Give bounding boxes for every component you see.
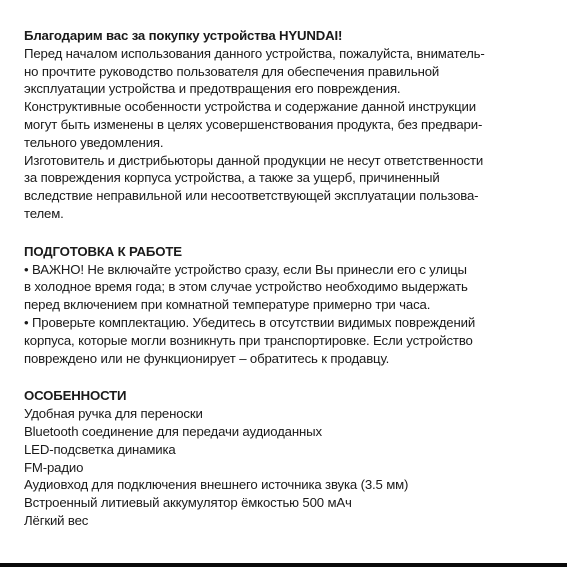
feature-item: FM-радио [24,459,84,475]
preparation-line: корпуса, которые могли возникнуть при транспортировке. Если устройство [24,332,473,348]
intro-line: Конструктивные особенности устройства и содержание данной инструкции [24,99,476,115]
feature-item: Встроенный литиевый аккумулятор ёмкостью 500 мАч [24,495,352,511]
intro-line: за повреждения корпуса устройства, а также за ущерб, причиненный [24,170,440,186]
feature-item: Удобная ручка для переноски [24,406,203,422]
preparation-line: в холодное время года; в этом случае устройство необходимо выдержать [24,279,468,295]
intro-line: тельного уведомления. [24,134,164,150]
bottom-border-rule [0,563,567,567]
feature-item: LED-подсветка динамика [24,441,176,457]
preparation-line: • ВАЖНО! Не включайте устройство сразу, если Вы принесли его с улицы [24,261,467,277]
intro-line: но прочтите руководство пользователя для обеспечения правильной [24,63,440,79]
preparation-line: перед включением при комнатной температуре примерно три часа. [24,297,431,313]
intro-line: эксплуатации устройства и предотвращения его повреждения. [24,81,401,97]
intro-heading: Благодарим вас за покупку устройства HYUNDAI! [24,28,343,43]
intro-line: Перед началом использования данного устройства, пожалуйста, вниматель- [24,45,485,61]
feature-item: Лёгкий вес [24,512,89,528]
intro-line: телем. [24,205,64,221]
preparation-heading: ПОДГОТОВКА К РАБОТЕ [24,243,182,259]
preparation-line: • Проверьте комплектацию. Убедитесь в отсутствии видимых повреждений [24,314,476,330]
intro-line: Изготовитель и дистрибьюторы данной продукции не несут ответственности [24,152,484,168]
features-section [24,387,547,529]
features-heading: ОСОБЕННОСТИ [24,388,127,404]
preparation-section [24,243,547,368]
section-spacer [24,367,547,387]
intro-line: вследствие неправильной или несоответствующей эксплуатации пользова- [24,188,479,204]
preparation-line: повреждено или не функционирует – обратитесь к продавцу. [24,350,390,366]
feature-item: Bluetooth соединение для передачи аудиоданных [24,423,322,439]
intro-section [24,27,547,223]
feature-item: Аудиовход для подключения внешнего источника звука (3.5 мм) [24,477,409,493]
section-spacer [24,223,547,243]
intro-line: могут быть изменены в целях усовершенствования продукта, без предвари- [24,116,483,132]
